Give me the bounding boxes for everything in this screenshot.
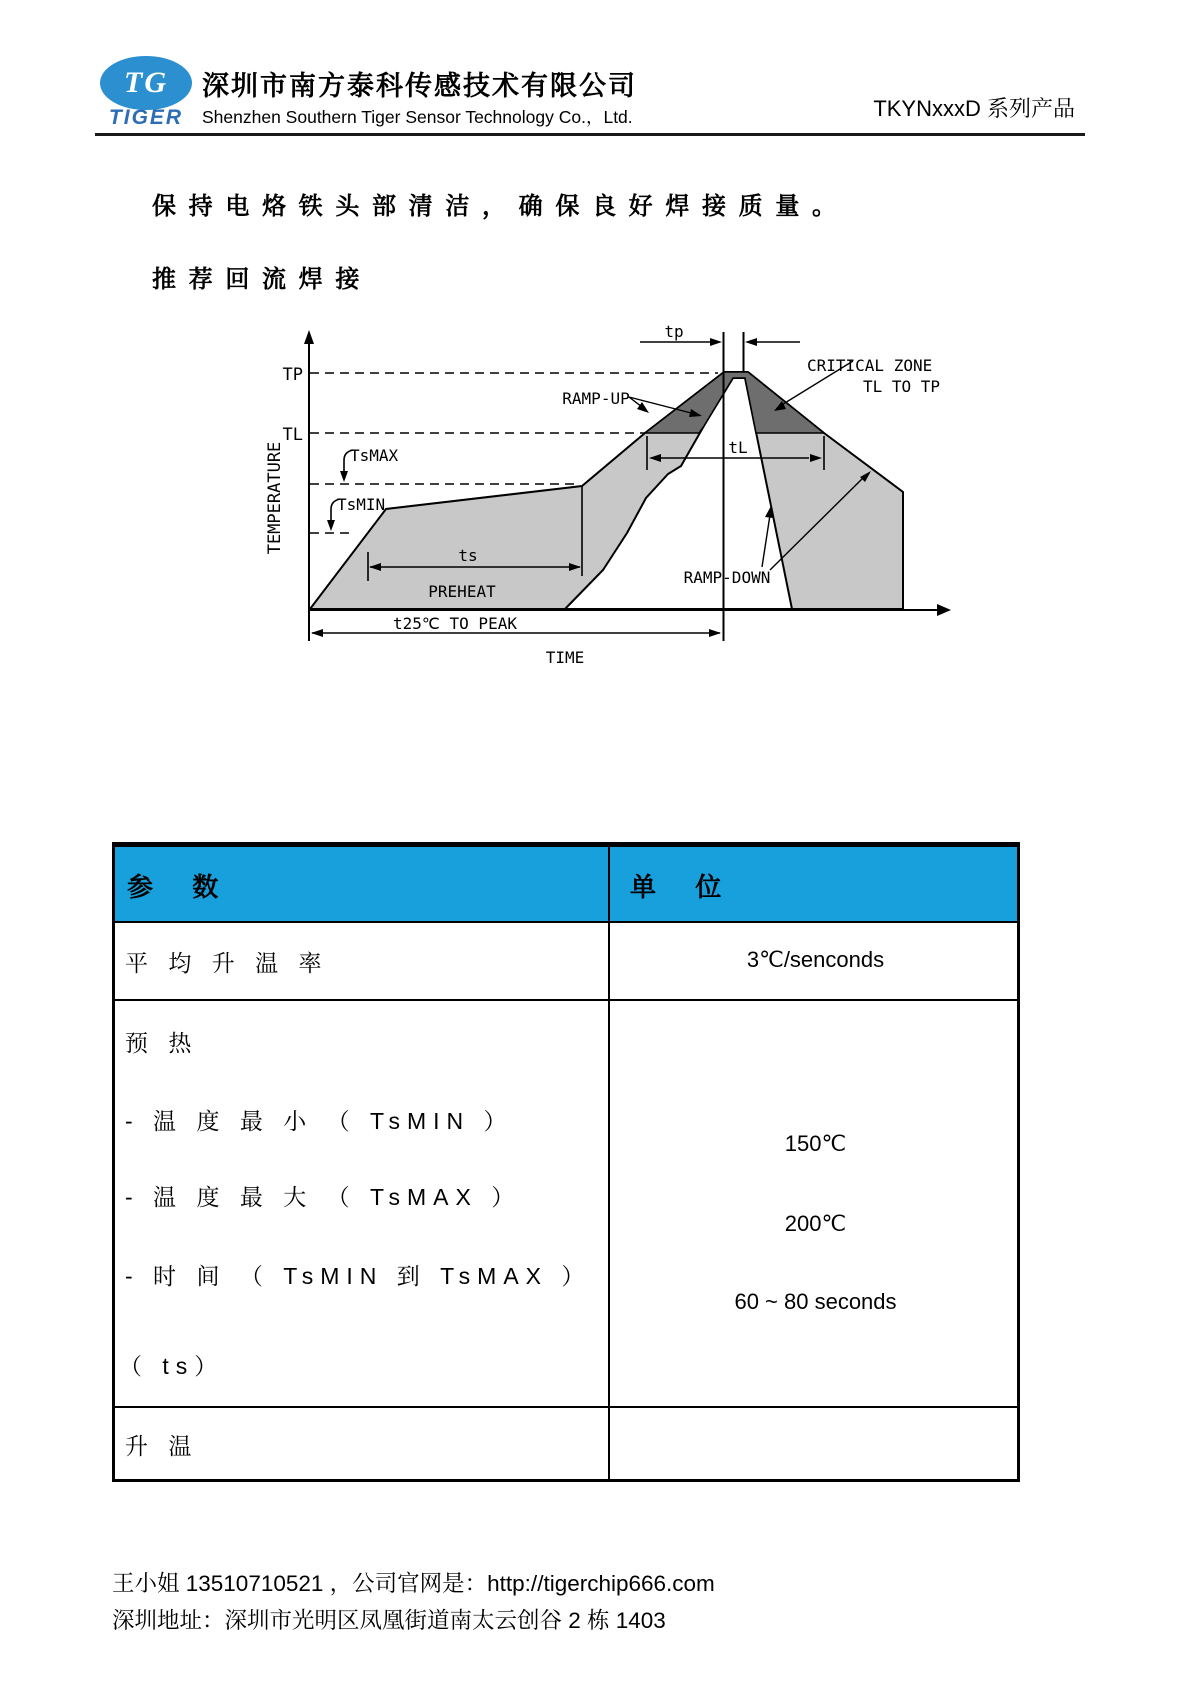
- tp-arrow-right: [710, 338, 722, 346]
- param-preheat: 预 热: [125, 1030, 199, 1056]
- company-logo: [100, 56, 192, 110]
- preheat-label: PREHEAT: [428, 582, 496, 601]
- t25-dim-label: t25℃ TO PEAK: [393, 614, 517, 633]
- value-time-range: 60 ~ 80 seconds: [734, 1289, 897, 1314]
- product-series-label: TKYNxxxD 系列产品: [873, 96, 1075, 121]
- ts-dim-label: ts: [458, 546, 478, 565]
- logo-brand-text: TIGER: [108, 106, 184, 129]
- table-header-row: [115, 847, 1017, 923]
- company-name-cn: 深圳市南方泰科传感技术有限公司: [202, 71, 637, 101]
- critical-zone-label-line2: TL TO TP: [863, 377, 941, 396]
- logo-monogram: TG: [124, 66, 168, 99]
- reflow-profile-diagram: [230, 300, 980, 680]
- tsmax-label: TsMAX: [350, 446, 399, 465]
- param-ramp-up: 升 温: [125, 1433, 199, 1459]
- footer-address-line: 深圳地址：深圳市光明区凤凰街道南太云创谷 2 栋 1403: [112, 1608, 666, 1633]
- param-temp-max: - 温 度 最 大 （ TsMAX ）: [125, 1184, 522, 1210]
- tsmin-label: TsMIN: [337, 495, 386, 514]
- param-ts: （ ts）: [119, 1353, 225, 1379]
- paragraph-reflow-title: 推 荐 回 流 焊 接: [152, 266, 363, 293]
- value-avg-ramp-rate: 3℃/senconds: [746, 947, 885, 972]
- footer-website-link[interactable]: http://tigerchip666.com: [487, 1571, 715, 1596]
- y-axis-arrow: [304, 330, 314, 344]
- param-time-range: - 时 间 （ TsMIN 到 TsMAX ）: [125, 1263, 592, 1289]
- company-name-en: Shenzhen Southern Tiger Sensor Technology Co.，Ltd.: [202, 107, 633, 127]
- table-row-avg-ramp-rate: [115, 923, 1017, 1001]
- table-row-ramp-up: [115, 1410, 1017, 1481]
- tl-level-label: TL: [282, 425, 303, 445]
- tp-level-label: TP: [282, 365, 303, 385]
- ramp-down-label: RAMP-DOWN: [683, 568, 771, 587]
- x-axis-label: TIME: [545, 648, 585, 667]
- critical-zone-label-line1: CRITICAL ZONE: [807, 356, 933, 375]
- table-row-preheat: [115, 1003, 1017, 1408]
- value-temp-max: 200℃: [784, 1211, 847, 1236]
- footer-contact-line: [112, 1566, 715, 1598]
- t25-arrow-left: [311, 629, 323, 637]
- tsmin-arrow: [327, 520, 335, 531]
- t25-arrow-right: [709, 629, 721, 637]
- tp-arrow-left: [745, 338, 757, 346]
- table-header-unit: 单 位: [630, 872, 738, 902]
- value-temp-min: 150℃: [784, 1131, 847, 1156]
- x-axis-arrow: [937, 604, 951, 616]
- param-temp-min: - 温 度 最 小 （ TsMIN ）: [125, 1108, 514, 1134]
- y-axis-label: TEMPERATURE: [265, 441, 285, 555]
- parameter-table: [112, 842, 1020, 1482]
- ramp-up-label: RAMP-UP: [562, 389, 630, 408]
- tl-dim-label: tL: [728, 438, 748, 457]
- header-divider: [95, 133, 1085, 136]
- param-avg-ramp-rate: 平 均 升 温 率: [125, 950, 329, 976]
- table-header-param: 参 数: [127, 872, 235, 902]
- tp-dim-label: tp: [664, 322, 684, 341]
- paragraph-solder-quality: 保 持 电 烙 铁 头 部 清 洁 ， 确 保 良 好 焊 接 质 量 。: [152, 193, 840, 220]
- tsmax-arrow: [340, 471, 348, 482]
- footer-contact-text: 王小姐 13510710521 ，公司官网是：: [112, 1571, 488, 1596]
